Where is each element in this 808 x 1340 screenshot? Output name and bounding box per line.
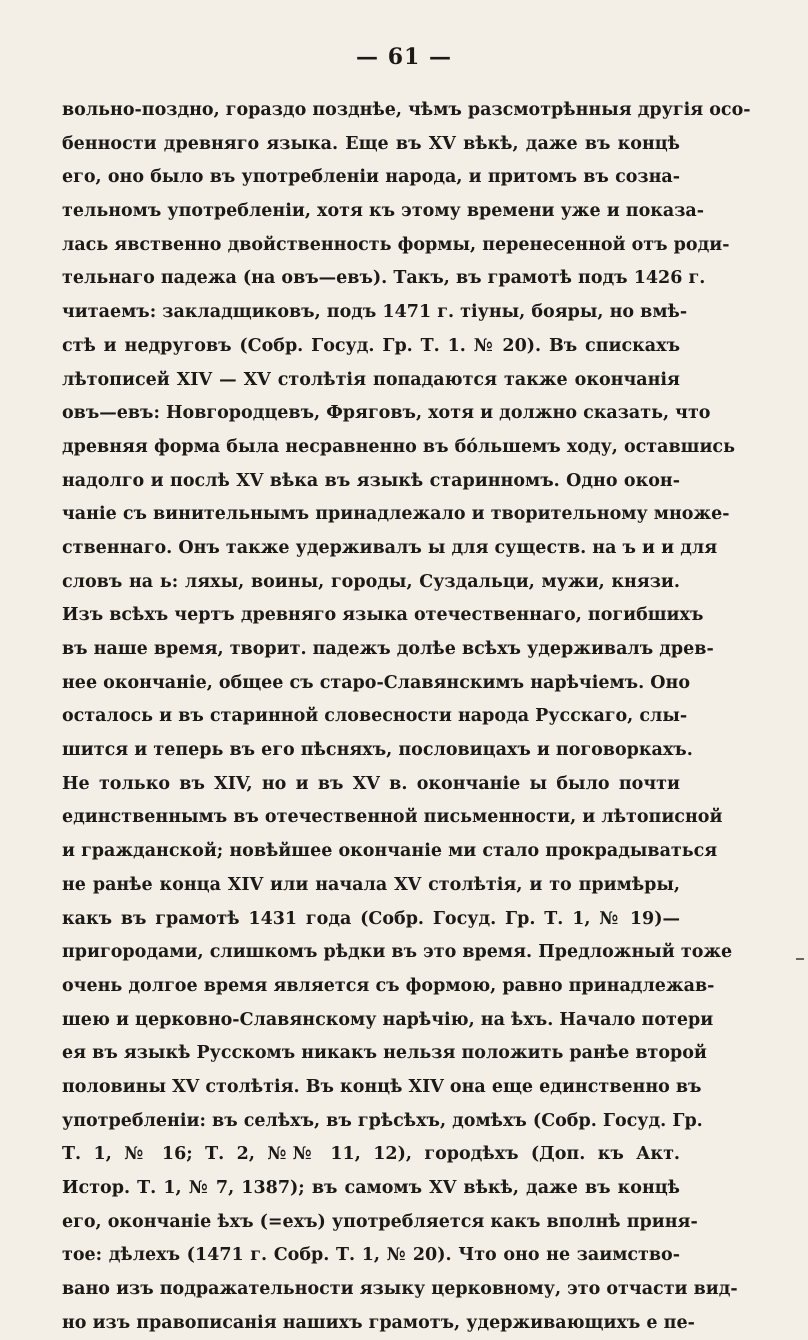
text-line: вано изъ подражательности языку церковному, это отчасти вид- (62, 1279, 738, 1300)
text-line: и гражданской; новѣйшее окончаніе ми стало прокрадываться (62, 841, 718, 862)
text-line: чаніе съ винительнымъ принадлежало и творительному множе- (62, 504, 730, 525)
text-line: тельномъ употребленіи, хотя къ этому времени уже и показа- (62, 201, 704, 222)
text-line: нее окончаніе, общее съ старо-Славянскимъ нарѣчіемъ. Оно (62, 672, 691, 693)
text-line: его, оно было въ употребленіи народа, и притомъ въ созна- (62, 167, 680, 188)
text-line: употребленіи: въ селѣхъ, въ грѣсѣхъ, домѣхъ (Собр. Госуд. Гр. (62, 1110, 703, 1131)
margin-mark (796, 958, 804, 960)
text-line: шею и церковно-Славянскому нарѣчію, на ѣхъ. Начало потери (62, 1009, 714, 1030)
text-line: очень долгое время является съ формою, равно принадлежав- (62, 975, 715, 996)
text-line: какъ въ грамотѣ 1431 года (Собр. Госуд. Гр. Т. 1, № 19)— (62, 908, 680, 929)
text-line: тое: дѣлехъ (1471 г. Собр. Т. 1, № 20). Что оно не заимство- (62, 1245, 680, 1266)
text-line: его, окончаніе ѣхъ (=ехъ) употребляется какъ вполнѣ приня- (62, 1211, 698, 1232)
text-line: Не только въ XIV, но и въ XV в. окончаніе ы было почти (62, 773, 680, 794)
text-line: бенности древняго языка. Еще въ XV вѣкѣ, даже въ концѣ (62, 133, 680, 154)
text-line: древняя форма была несравненно въ бо́льшемъ ходу, оставшись (62, 436, 735, 457)
text-line: Т. 1, № 16; Т. 2, №№ 11, 12), городѣхъ (Доп. къ Акт. (62, 1144, 680, 1165)
text-line: единственнымъ въ отечественной письменности, и лѣтописной (62, 807, 723, 828)
text-body (62, 94, 751, 1340)
text-line: читаемъ: закладщиковъ, подъ 1471 г. тіуны, бояры, но вмѣ- (62, 302, 688, 323)
text-line: надолго и послѣ XV вѣка въ языкѣ старинномъ. Одно окон- (62, 470, 680, 491)
text-line: пригородами, слишкомъ рѣдки въ это время. Предложный тоже (62, 942, 733, 963)
text-line: Истор. Т. 1, № 7, 1387); въ самомъ XV вѣкѣ, даже въ концѣ (62, 1178, 680, 1198)
text-line: Изъ всѣхъ чертъ древняго языка отечественнаго, погибшихъ (62, 605, 704, 626)
text-line: ея въ языкѣ Русскомъ никакъ нельзя положить ранѣе второй (62, 1043, 707, 1064)
text-line: ственнаго. Онъ также удерживалъ ы для существ. на ъ и и для (62, 537, 718, 558)
text-line: осталось и въ старинной словесности народа Русскаго, слы- (62, 706, 688, 727)
text-line: но изъ правописанія нашихъ грамотъ, удерживающихъ е пе- (62, 1312, 695, 1333)
text-line: половины XV столѣтія. Въ концѣ XIV она еще единственно въ (62, 1076, 702, 1097)
text-line: овъ—евъ: Новгородцевъ, Фряговъ, хотя и должно сказать, что (62, 403, 711, 424)
text-line: не ранѣе конца XIV или начала XV столѣтія, и то примѣры, (62, 874, 680, 895)
text-line: въ наше время, творит. падежъ долѣе всѣхъ удерживалъ древ- (62, 639, 714, 659)
page-number: — 61 — (356, 44, 452, 70)
text-line: лѣтописей XIV — XV столѣтія попадаются также окончанія (62, 369, 680, 390)
text-line: тельнаго падежа (на овъ—евъ). Такъ, въ грамотѣ подъ 1426 г. (62, 268, 706, 289)
text-line: лась явственно двойственность формы, перенесенной отъ роди- (62, 234, 730, 255)
text-line: шится и теперь въ его пѣсняхъ, пословицахъ и поговоркахъ. (62, 740, 693, 761)
text-line: вольно-поздно, гораздо позднѣе, чѣмъ разсмотрѣнныя другія осо- (62, 100, 751, 120)
text-line: словъ на ь: ляхы, воины, городы, Суздальци, мужи, князи. (62, 571, 680, 592)
text-line: стѣ и недруговъ (Собр. Госуд. Гр. Т. 1. № 20). Въ спискахъ (62, 335, 680, 356)
